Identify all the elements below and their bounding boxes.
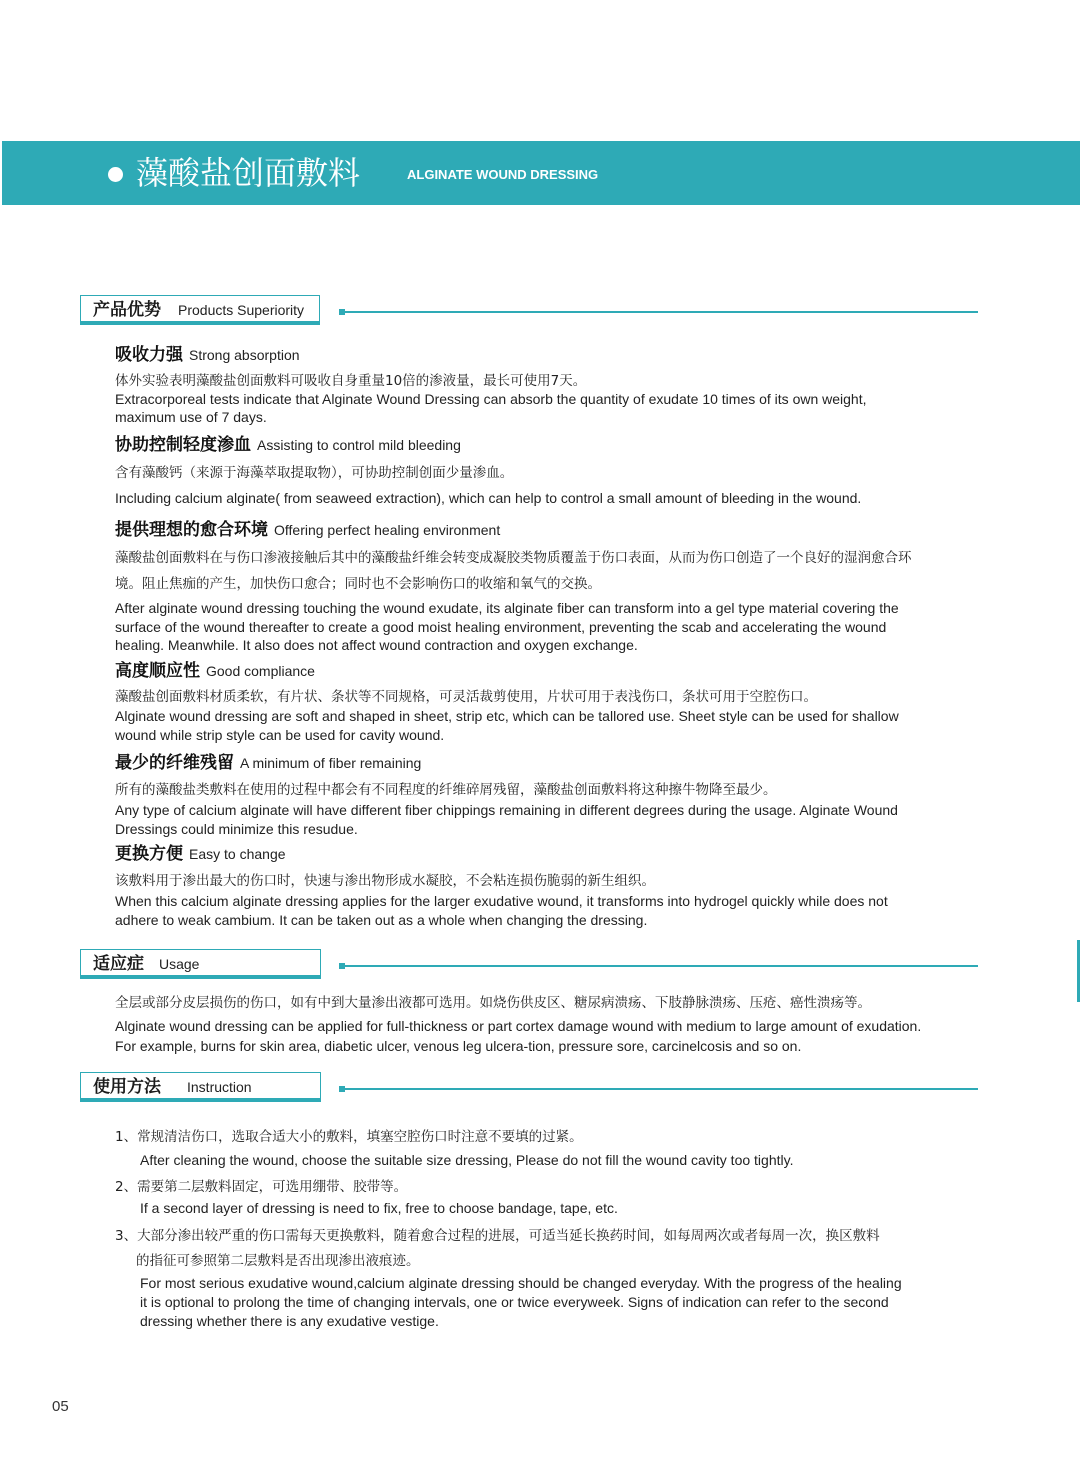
section-title-zh: 适应症 — [93, 954, 144, 974]
feature-title-en: Assisting to control mild bleeding — [257, 437, 461, 453]
feature-title-en: Offering perfect healing environment — [274, 522, 501, 538]
feature-text: surface of the wound thereafter to create a good moist healing environment, preventing the scab and accelerating the wound — [115, 619, 887, 635]
feature-text: 含有藻酸钙（来源于海藻萃取提取物），可协助控制创面少量渗血。 — [115, 465, 514, 481]
feature-heading — [115, 434, 461, 456]
feature-text: Any type of calcium alginate will have different fiber chippings remaining in different degrees during the usage. Alginate Wound — [115, 802, 898, 818]
feature-title-en: A minimum of fiber remaining — [240, 755, 422, 771]
feature-text: adhere to weak cambium. It can be taken out as a whole when changing the dressing. — [115, 912, 648, 928]
feature-text: wound while strip style can be used for cavity wound. — [115, 727, 445, 743]
instruction-step: 的指征可参照第二层敷料是否出现渗出液痕迹。 — [136, 1253, 420, 1269]
feature-title-zh: 高度顺应性 — [115, 661, 200, 681]
feature-title-en: Easy to change — [189, 846, 286, 862]
feature-text: Alginate wound dressing are soft and shaped in sheet, strip etc, which can be tallored use. Sheet style can be used for shallow — [115, 708, 899, 724]
feature-text: 藻酸盐创面敷料材质柔软，有片状、条状等不同规格，可灵活裁剪使用，片状可用于表浅伤口，条状可用于空腔伤口。 — [115, 689, 817, 705]
feature-text: When this calcium alginate dressing applies for the larger exudative wound, it transforms into hydrogel quickly while does not — [115, 893, 888, 909]
feature-heading — [115, 519, 500, 541]
section-title-en: Instruction — [187, 1079, 252, 1095]
feature-text: 所有的藻酸盐类敷料在使用的过程中都会有不同程度的纤维碎屑残留，藻酸盐创面敷料将这种擦牛物降至最少。 — [115, 782, 777, 798]
section-header-superiority — [80, 295, 320, 325]
feature-text: healing. Meanwhile. It also does not affect wound contraction and oxygen exchange. — [115, 637, 638, 653]
feature-title-en: Strong absorption — [189, 347, 300, 363]
feature-text: 藻酸盐创面敷料在与伤口渗液接触后其中的藻酸盐纤维会转变成凝胶类物质覆盖于伤口表面，从而为伤口创造了一个良好的湿润愈合环 — [115, 550, 912, 566]
instruction-step: 2、需要第二层敷料固定，可选用绷带、胶带等。 — [115, 1179, 408, 1195]
instruction-text: dressing whether there is any exudative vestige. — [140, 1313, 439, 1329]
section-title-en: Products Superiority — [178, 302, 305, 318]
usage-text: 全层或部分皮层损伤的伤口，如有中到大量渗出液都可选用。如烧伤供皮区、糖尿病溃疡、下肢静脉溃疡、压疮、癌性溃疡等。 — [115, 995, 871, 1011]
title-banner — [2, 141, 1080, 205]
feature-text: After alginate wound dressing touching the wound exudate, its alginate fiber can transform into a gel type material covering the — [115, 600, 899, 616]
section-divider — [344, 965, 978, 967]
instruction-text: it is optional to prolong the time of changing intervals, one or twice everyweek. Signs of indication can refer to the second — [140, 1294, 889, 1310]
section-header-instruction — [80, 1072, 321, 1102]
section-title-en: Usage — [159, 956, 200, 972]
instruction-step: 1、常规清洁伤口，选取合适大小的敷料，填塞空腔伤口时注意不要填的过紧。 — [115, 1129, 583, 1145]
section-header-usage — [80, 949, 321, 979]
section-title-zh: 使用方法 — [93, 1077, 161, 1097]
feature-title-zh: 吸收力强 — [115, 345, 183, 365]
feature-title-zh: 提供理想的愈合环境 — [115, 520, 268, 540]
feature-text: 境。阻止焦痂的产生，加快伤口愈合；同时也不会影响伤口的收缩和氧气的交换。 — [115, 576, 601, 592]
feature-heading — [115, 843, 286, 865]
banner-title-en: ALGINATE WOUND DRESSING — [407, 167, 599, 182]
feature-heading — [115, 752, 421, 774]
instruction-text: For most serious exudative wound,calcium alginate dressing should be changed everyday. With the progress of the healing — [140, 1275, 902, 1291]
feature-text: 体外实验表明藻酸盐创面敷料可吸收自身重量10倍的渗液量，最长可使用7天。 — [115, 373, 587, 389]
feature-heading — [115, 660, 315, 682]
section-divider — [344, 311, 978, 313]
feature-title-zh: 协助控制轻度渗血 — [115, 435, 251, 455]
instruction-text: After cleaning the wound, choose the suitable size dressing, Please do not fill the wound cavity too tightly. — [140, 1152, 794, 1168]
instruction-step: 3、大部分渗出较严重的伤口需每天更换敷料，随着愈合过程的进展，可适当延长换药时间，如每周两次或者每周一次，换区敷料 — [115, 1228, 880, 1244]
section-divider — [344, 1088, 978, 1090]
feature-text: Including calcium alginate( from seaweed extraction), which can help to control a small amount of bleeding in the wound. — [115, 490, 862, 506]
bullet-dot-icon — [108, 167, 123, 182]
feature-title-zh: 最少的纤维残留 — [115, 753, 234, 773]
feature-heading — [115, 344, 300, 366]
feature-text: Extracorporeal tests indicate that Alginate Wound Dressing can absorb the quantity of exudate 10 times of its own weight, — [115, 391, 867, 407]
usage-text: For example, burns for skin area, diabetic ulcer, venous leg ulcera-tion, pressure sore, carcinelcosis and so on. — [115, 1038, 802, 1054]
feature-text: 该敷料用于渗出最大的伤口时，快速与渗出物形成水凝胶，不会粘连损伤脆弱的新生组织。 — [115, 873, 655, 889]
usage-text: Alginate wound dressing can be applied for full-thickness or part cortex damage wound with medium to large amount of exudation. — [115, 1018, 922, 1034]
feature-text: Dressings could minimize this resudue. — [115, 821, 358, 837]
feature-text: maximum use of 7 days. — [115, 409, 267, 425]
banner-title-zh: 藻酸盐创面敷料 — [136, 154, 361, 192]
instruction-text: If a second layer of dressing is need to fix, free to choose bandage, tape, etc. — [140, 1200, 618, 1216]
feature-title-zh: 更换方便 — [115, 844, 183, 864]
section-title-zh: 产品优势 — [93, 300, 161, 320]
page-number: 05 — [52, 1398, 69, 1415]
feature-title-en: Good compliance — [206, 663, 315, 679]
